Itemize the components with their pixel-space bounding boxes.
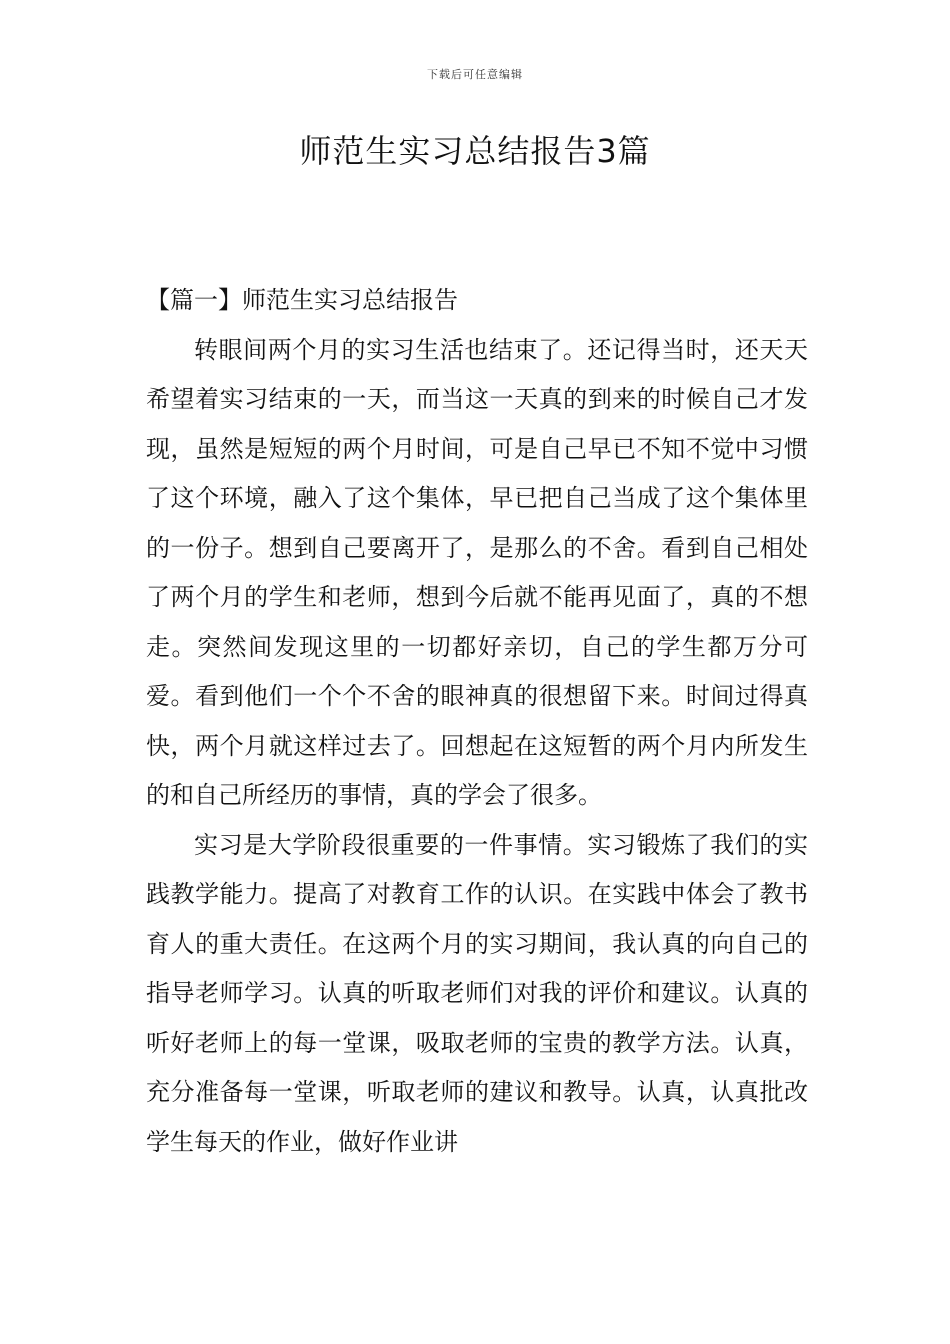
document-title: 师范生实习总结报告3篇 [299, 132, 651, 170]
paragraph-1: 转眼间两个月的实习生活也结束了。还记得当时，还天天希望着实习结束的一天，而当这一天真的到来的时候自己才发现，虽然是短短的两个月时间，可是自己早已不知不觉中习惯了这个环境，融入了这个集体，早已把自己当成了这个集体里的一份子。想到自己要离开了，是那么的不舍。看到自己相处了两个月的学生和老师，想到今后就不能再见面了，真的不想走。突然间发现这里的一切都好亲切，自己的学生都万分可爱。看到他们一个个不舍的眼神真的很想留下来。时间过得真快，两个月就这样过去了。回想起在这短暂的两个月内所发生的和自己所经历的事情，真的学会了很多。 [146, 335, 808, 809]
section-heading: 【篇一】师范生实习总结报告 [146, 286, 458, 314]
header-note: 下载后可任意编辑 [427, 68, 523, 81]
document-body [146, 276, 808, 1167]
paragraph-2: 实习是大学阶段很重要的一件事情。实习锻炼了我们的实践教学能力。提高了对教育工作的认识。在实践中体会了教书育人的重大责任。在这两个月的实习期间，我认真的向自己的指导老师学习。认真的听取老师们对我的评价和建议。认真的听好老师上的每一堂课，吸取老师的宝贵的教学方法。认真，充分准备每一堂课，听取老师的建议和教导。认真，认真批改学生每天的作业，做好作业讲 [146, 830, 808, 1156]
